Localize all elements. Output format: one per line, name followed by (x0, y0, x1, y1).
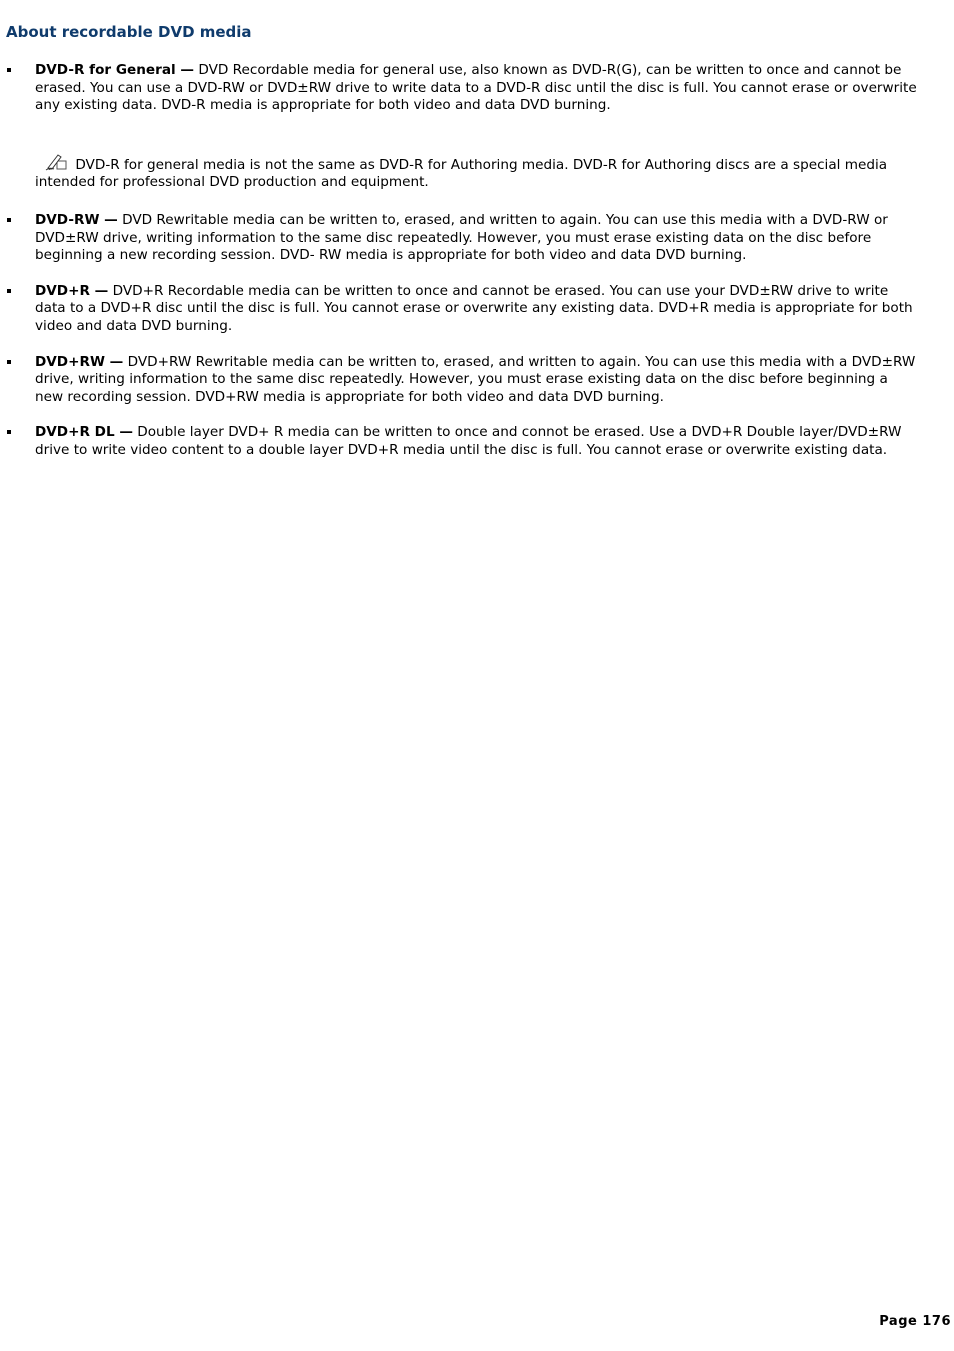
item-description: DVD+R Recordable media can be written to once and cannot be erased. You can use your DVD±RW drive to write data to a DVD+R disc until the disc is full. You cannot erase or overwrite any existing data. DVD+R media is appropriate for both video and data DVD burning. (35, 282, 913, 334)
list-item-dvd-plus-r-dl (0, 424, 920, 459)
media-type-list (0, 62, 920, 460)
note-text: DVD-R for general media is not the same as DVD-R for Authoring media. DVD-R for Authoring discs are a special media intended for professional DVD production and equipment. (35, 156, 888, 191)
list-item-dvd-plus-rw (0, 354, 920, 407)
note-pencil-icon (45, 152, 69, 172)
item-description: DVD Recordable media for general use, also known as DVD-R(G), can be written to once and cannot be erased. You can use a DVD-RW or DVD±RW drive to write data to a DVD-R disc until the disc is full. You cannot erase or overwrite any existing data. DVD-R media is appropriate for both video and data DVD burning. (35, 62, 917, 114)
bullet-icon (7, 430, 11, 434)
item-term: DVD+RW — (35, 353, 124, 370)
bullet-icon (7, 289, 11, 293)
item-term: DVD-RW — (35, 211, 118, 228)
list-item-dvd-r-general (0, 62, 920, 115)
bullet-icon (7, 68, 11, 72)
note-block (0, 152, 920, 192)
item-term: DVD+R DL — (35, 424, 133, 441)
page-title: About recordable DVD media (6, 23, 252, 41)
item-description: DVD+RW Rewritable media can be written to, erased, and written to again. You can use this media with a DVD±RW drive, writing information to the same disc repeatedly. However, you must erase existing data on the disc before beginning a new recording session. DVD+RW media is appropriate for both video and data DVD burning. (35, 353, 916, 405)
list-item-dvd-rw (0, 212, 920, 265)
item-description: Double layer DVD+ R media can be written to once and connot be erased. Use a DVD+R Double layer/DVD±RW drive to write video content to a double layer DVD+R media until the disc is full. You cannot erase or overwrite existing data. (35, 424, 902, 458)
list-item-dvd-plus-r (0, 283, 920, 336)
item-description: DVD Rewritable media can be written to, erased, and written to again. You can use this media with a DVD-RW or DVD±RW drive, writing information to the same disc repeatedly. However, you must erase existing data on the disc before beginning a new recording session. DVD- RW media is appropriate for both video and data DVD burning. (35, 211, 888, 264)
bullet-icon (7, 218, 11, 222)
page-number: Page 176 (879, 1314, 951, 1329)
item-term: DVD+R — (35, 282, 109, 299)
bullet-icon (7, 360, 11, 364)
item-term: DVD-R for General — (35, 62, 195, 78)
